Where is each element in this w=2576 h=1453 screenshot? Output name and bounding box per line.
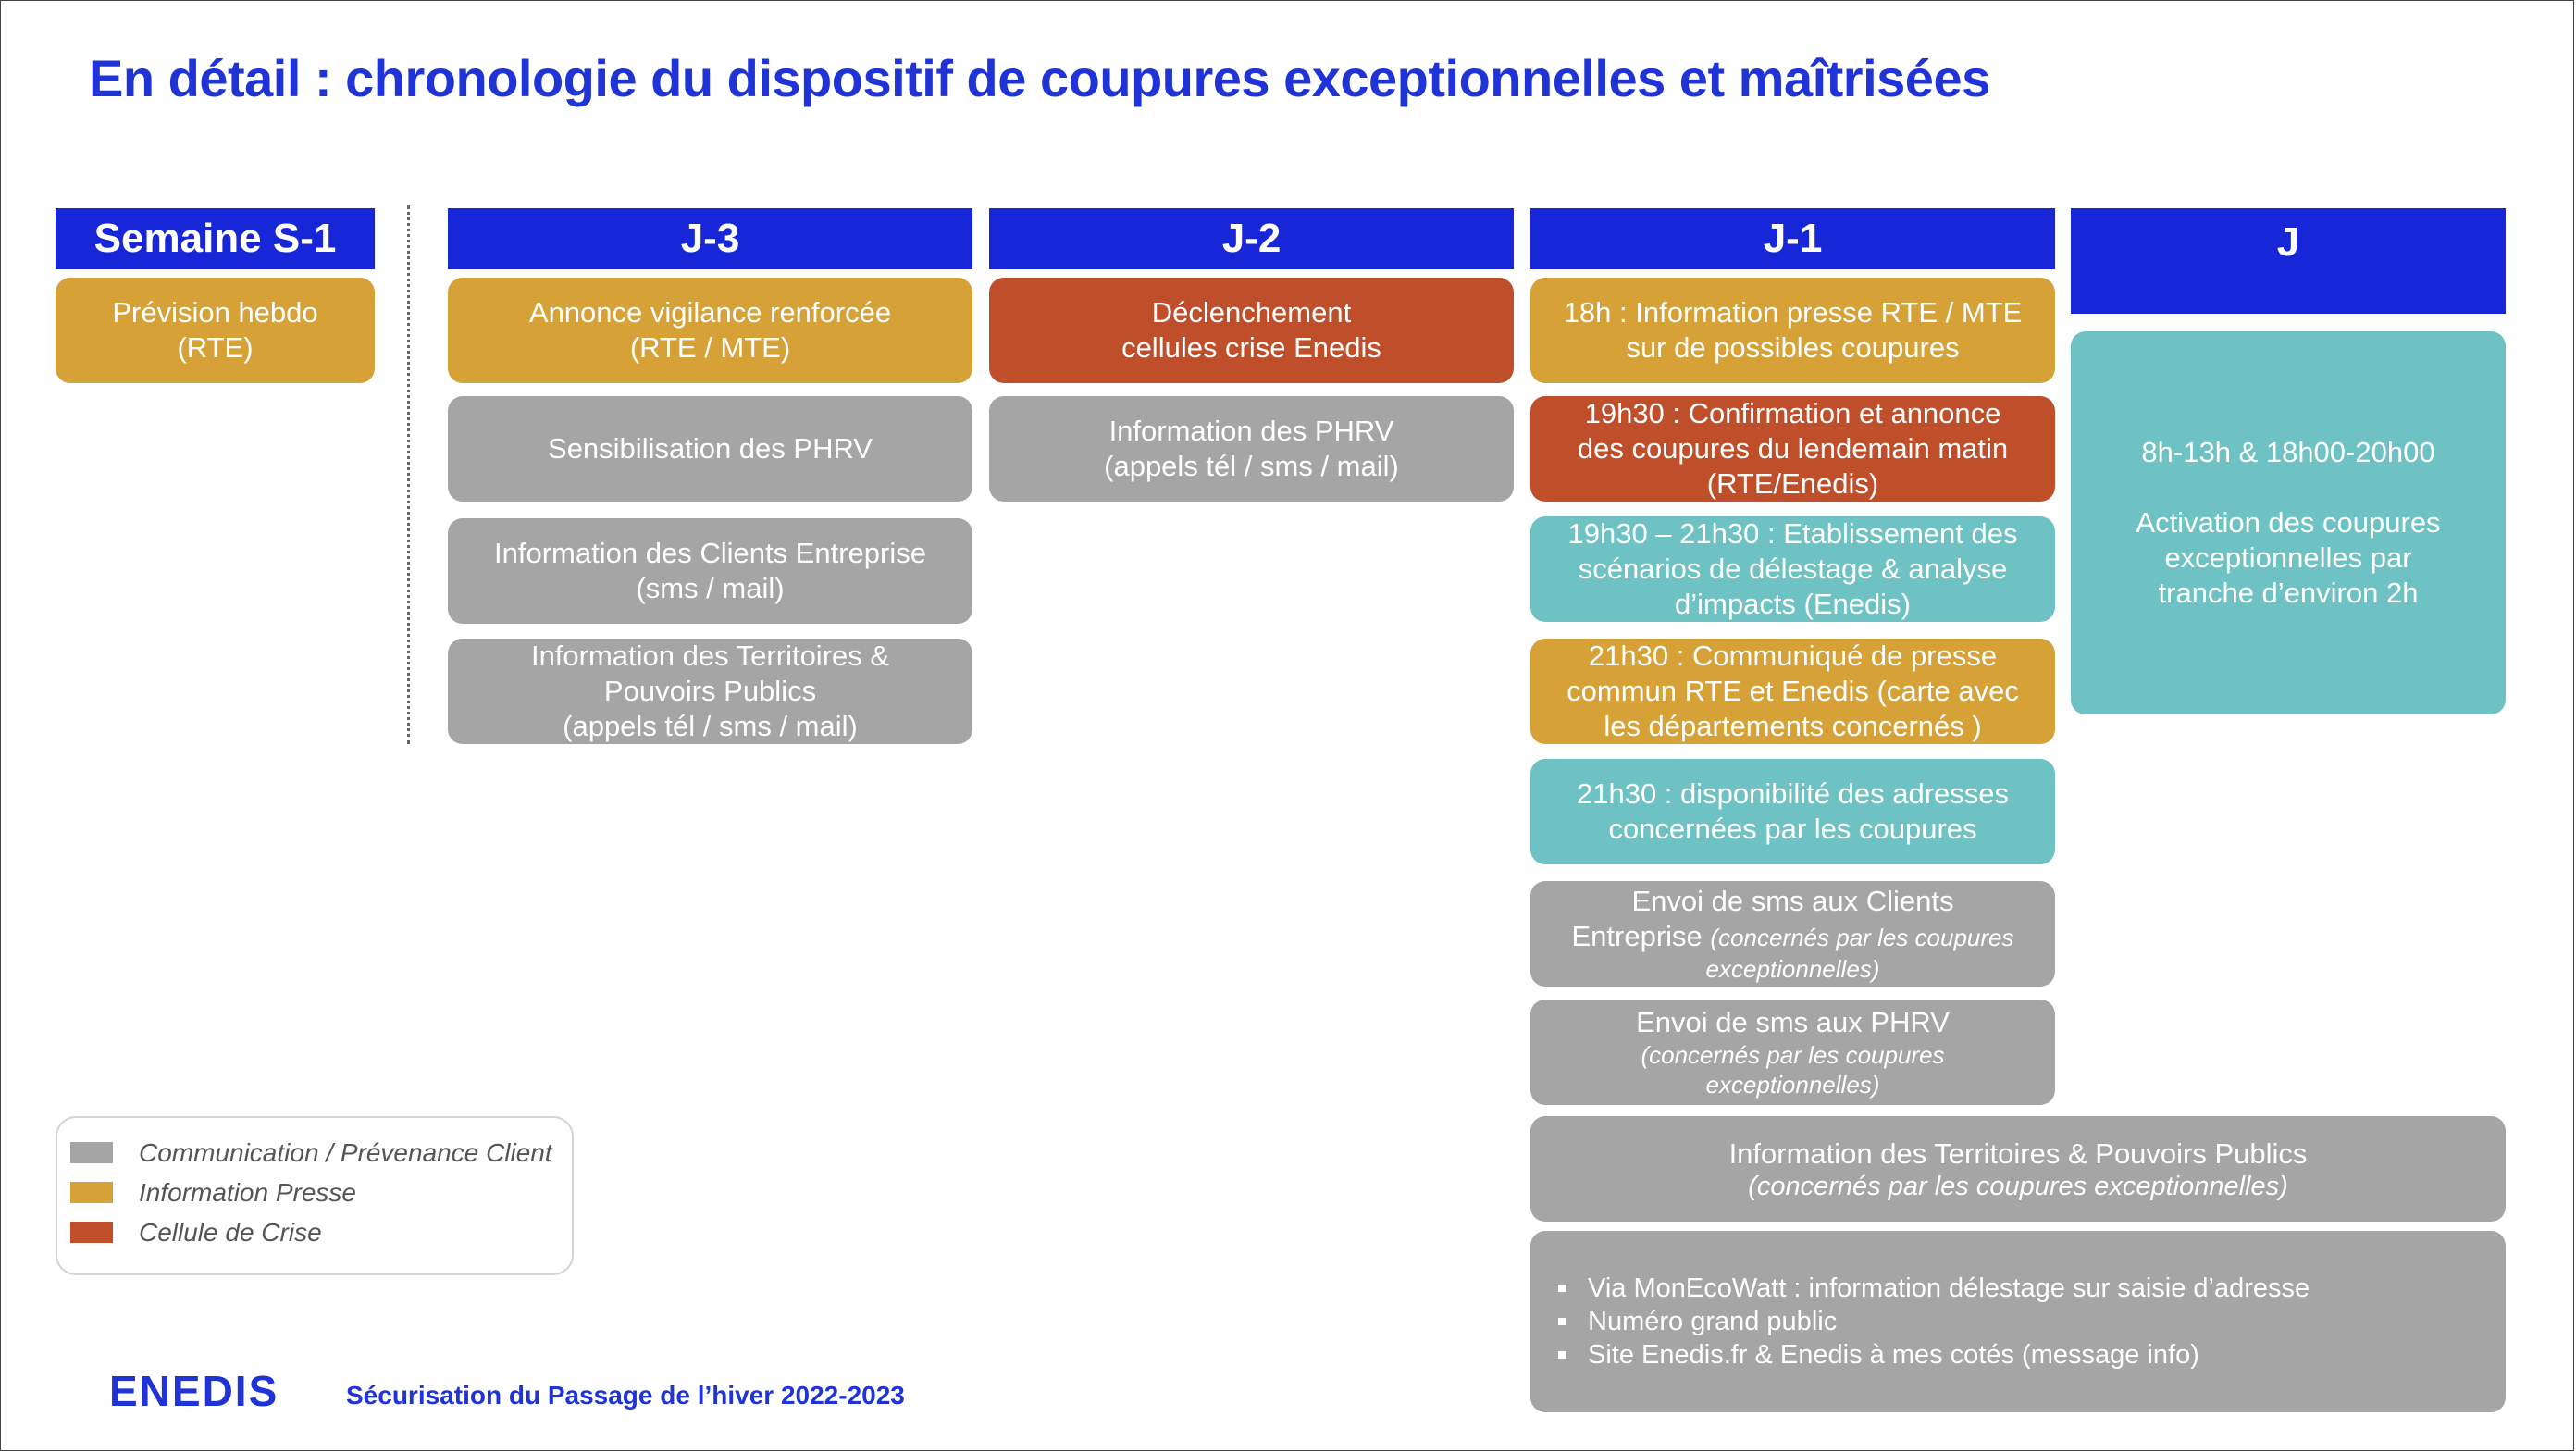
box-line: (RTE/Enedis) xyxy=(1706,467,1879,500)
box-line: concernées par les coupures xyxy=(1608,813,1977,845)
box-line: exceptionnelles par xyxy=(2164,541,2412,574)
box-line: (RTE / MTE) xyxy=(629,331,791,364)
box-line: (appels tél / sms / mail) xyxy=(563,710,858,742)
list-item xyxy=(1558,1305,2506,1338)
box-communique-presse-21h30 xyxy=(1530,639,2055,744)
box-annonce-vigilance xyxy=(448,278,972,383)
enedis-logo: ENEDIS xyxy=(109,1367,279,1415)
box-note: (concernés par les coupures xyxy=(1710,924,2014,951)
box-confirmation-19h30 xyxy=(1530,396,2055,502)
page-title: En détail : chronologie du dispositif de coupures exceptionnelles et maîtrisées xyxy=(89,49,1990,107)
box-declenchement-cellules xyxy=(989,278,1514,383)
box-disponibilite-adresses xyxy=(1530,759,2055,864)
box-activation-coupures xyxy=(2071,331,2506,714)
box-line: Information des Territoires & xyxy=(530,640,890,672)
column-header-j2: J-2 xyxy=(989,208,1514,269)
legend-label: Information Presse xyxy=(139,1177,356,1207)
legend-swatch-gold xyxy=(70,1182,113,1203)
list-item xyxy=(1558,1338,2506,1372)
box-line: Activation des coupures xyxy=(2136,506,2441,539)
legend-swatch-red xyxy=(70,1222,113,1243)
box-line: 19h30 – 21h30 : Etablissement des xyxy=(1567,517,2018,550)
box-note: (concernés par les coupures exceptionnelles) xyxy=(1748,1172,2288,1201)
box-info-territoires-j3 xyxy=(448,639,972,744)
column-header-j3: J-3 xyxy=(448,208,972,269)
list-item-label: Via MonEcoWatt : information délestage sur saisie d’adresse xyxy=(1588,1273,2310,1303)
legend-label: Cellule de Crise xyxy=(139,1217,322,1247)
box-line: des coupures du lendemain matin xyxy=(1577,432,2009,465)
box-note: exceptionnelles) xyxy=(1705,1071,1880,1099)
box-info-presse-18h xyxy=(1530,278,2055,383)
box-line: tranche d’environ 2h xyxy=(2158,577,2419,609)
column-divider xyxy=(407,205,410,744)
box-line: (RTE) xyxy=(177,331,254,364)
box-line: Sensibilisation des PHRV xyxy=(548,432,873,465)
column-header-j: J xyxy=(2071,208,2506,314)
box-note: (concernés par les coupures xyxy=(1641,1041,1945,1069)
box-line xyxy=(1572,919,2014,954)
box-line: Annonce vigilance renforcée xyxy=(528,296,892,329)
box-sms-clients-entreprise xyxy=(1530,881,2055,987)
box-line: Information des Territoires & Pouvoirs Publics xyxy=(1728,1137,2308,1170)
legend-item xyxy=(70,1133,572,1173)
box-line: Déclenchement xyxy=(1151,296,1352,329)
box-line: Pouvoirs Publics xyxy=(603,675,817,707)
box-line: Information des Clients Entreprise xyxy=(494,537,926,569)
legend-swatch-grey xyxy=(70,1142,113,1163)
box-line: Prévision hebdo xyxy=(112,296,318,329)
box-line: 21h30 : Communiqué de presse xyxy=(1588,640,1998,672)
box-line: 21h30 : disponibilité des adresses xyxy=(1576,777,2010,810)
legend-item xyxy=(70,1173,572,1212)
info-channels-list xyxy=(1530,1231,2506,1412)
box-line: commun RTE et Enedis (carte avec xyxy=(1567,675,2019,707)
legend-item xyxy=(70,1212,572,1252)
box-scenarios-delestage xyxy=(1530,516,2055,622)
column-header-s1: Semaine S-1 xyxy=(56,208,375,269)
box-line: Information des PHRV xyxy=(1108,415,1394,447)
list-item-label: Site Enedis.fr & Enedis à mes cotés (message info) xyxy=(1588,1340,2199,1370)
box-line: 18h : Information presse RTE / MTE xyxy=(1563,296,2023,329)
box-line: 8h-13h & 18h00-20h00 xyxy=(2141,436,2435,468)
box-line: cellules crise Enedis xyxy=(1121,331,1381,364)
bullet-icon xyxy=(1558,1318,1566,1325)
legend-label: Communication / Prévenance Client xyxy=(139,1137,552,1167)
box-line: sur de possibles coupures xyxy=(1626,331,1960,364)
column-header-j1: J-1 xyxy=(1530,208,2055,269)
box-line: Envoi de sms aux Clients xyxy=(1631,885,1954,917)
box-sms-phrv xyxy=(1530,1000,2055,1105)
box-line: d’impacts (Enedis) xyxy=(1675,588,1911,620)
list-item xyxy=(1558,1272,2506,1305)
box-line: 19h30 : Confirmation et annonce xyxy=(1584,397,2001,429)
list-item-label: Numéro grand public xyxy=(1588,1307,1838,1336)
legend xyxy=(56,1116,574,1275)
box-info-clients-entreprise xyxy=(448,518,972,624)
box-line: (appels tél / sms / mail) xyxy=(1104,450,1399,482)
box-line: Envoi de sms aux PHRV xyxy=(1636,1006,1950,1038)
box-info-phrv-j2 xyxy=(989,396,1514,502)
bullet-icon xyxy=(1558,1285,1566,1292)
box-note: exceptionnelles) xyxy=(1705,955,1880,983)
box-line: les départements concernés ) xyxy=(1604,710,1982,742)
box-info-territoires-wide xyxy=(1530,1116,2506,1222)
box-sensibilisation-phrv xyxy=(448,396,972,502)
box-line: (sms / mail) xyxy=(636,572,785,604)
box-line-part: Entreprise xyxy=(1571,920,1703,952)
bullet-icon xyxy=(1558,1351,1566,1359)
box-line: scénarios de délestage & analyse xyxy=(1578,553,2008,585)
box-prevision-hebdo xyxy=(56,278,375,383)
footer-text: Sécurisation du Passage de l’hiver 2022-2023 xyxy=(346,1381,905,1410)
